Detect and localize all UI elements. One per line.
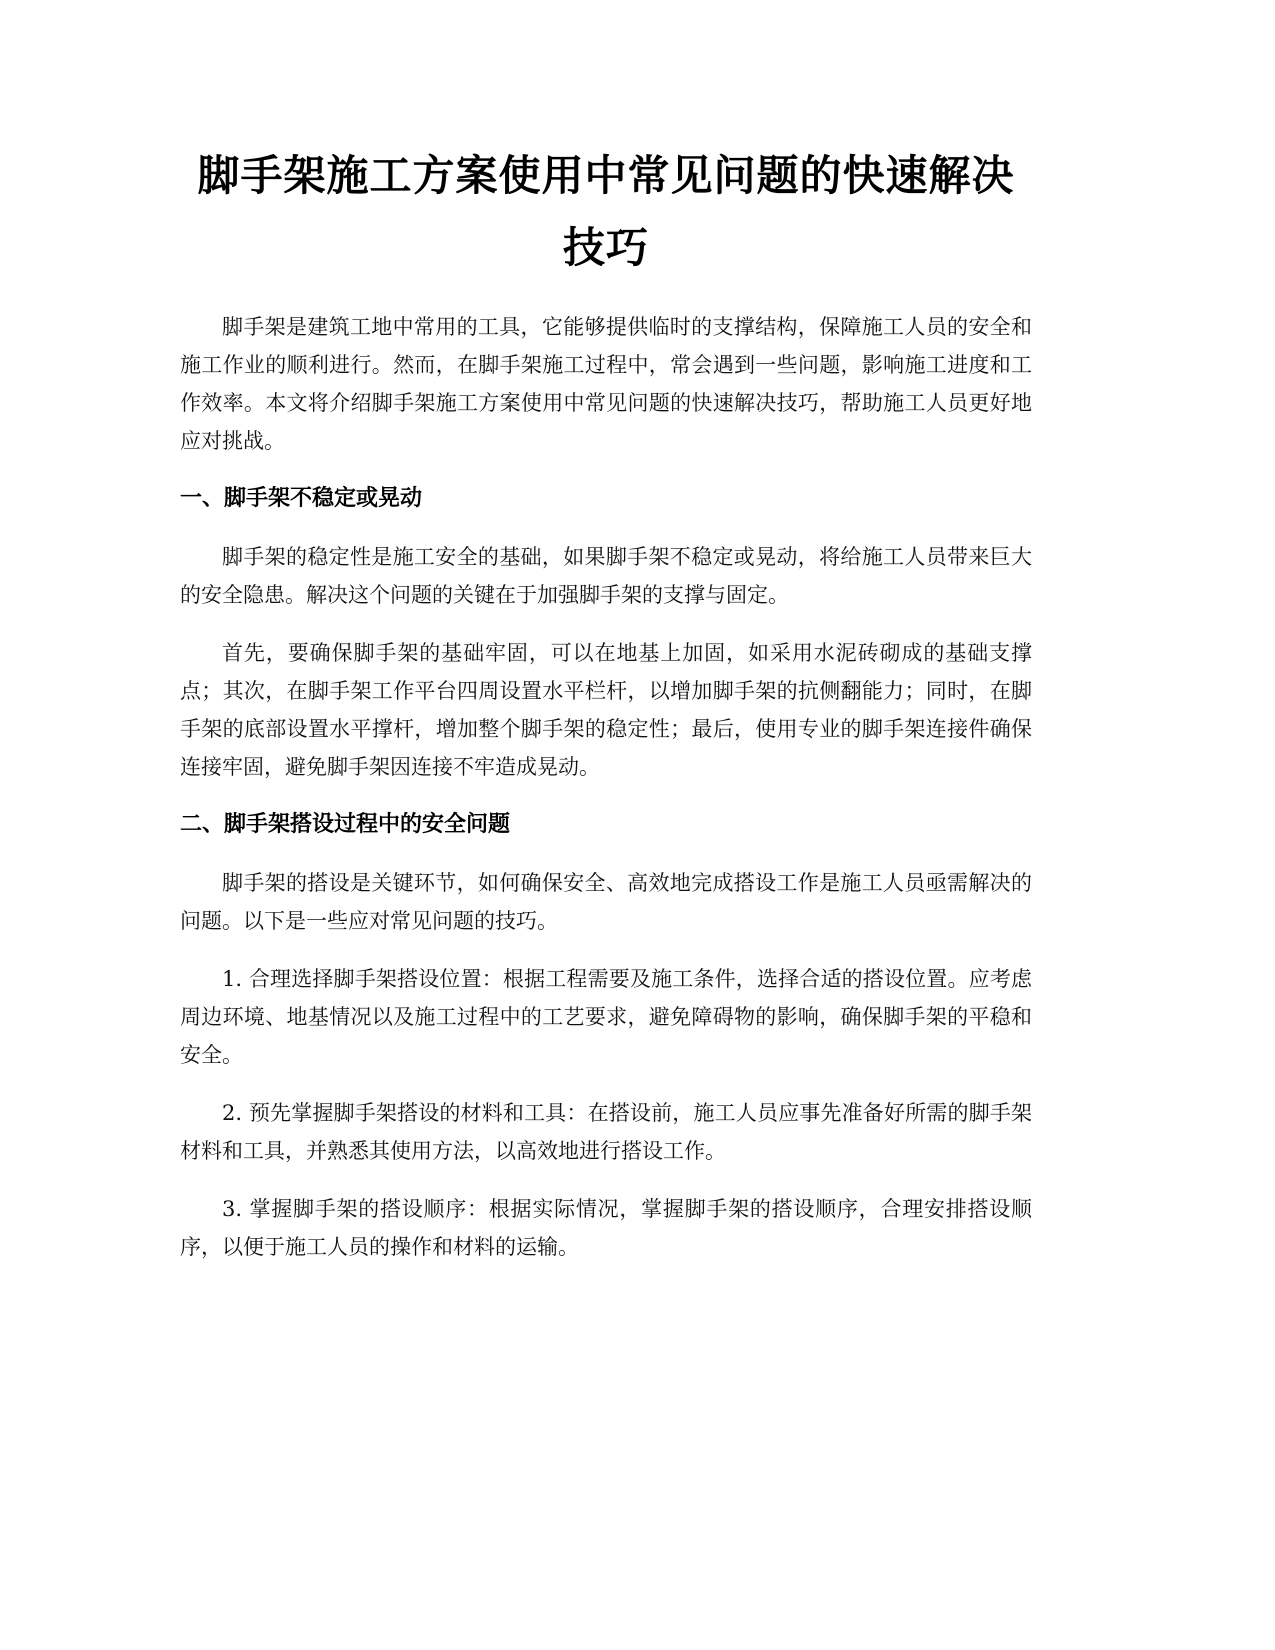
section-heading-2: 二、脚手架搭设过程中的安全问题 xyxy=(180,812,511,837)
section-1-paragraph-2: 首先，要确保脚手架的基础牢固，可以在地基上加固，如采用水泥砖砌成的基础支撑点；其次，在脚手架工作平台四周设置水平栏杆，以增加脚手架的抗侧翻能力；同时，在脚手架的底部设置水平撑杆，增加整个脚手架的稳定性；最后，使用专业的脚手架连接件确保连接牢固，避免脚手架因连接不牢造成晃动。 xyxy=(180,641,1032,779)
list-item-3: 3. 掌握脚手架的搭设顺序：根据实际情况，掌握脚手架的搭设顺序，合理安排搭设顺序，以便于施工人员的操作和材料的运输。 xyxy=(180,1197,1032,1259)
section-heading-1: 一、脚手架不稳定或晃动 xyxy=(180,486,423,511)
document-title: 脚手架施工方案使用中常见问题的快速解决技巧 xyxy=(197,151,1015,272)
list-item-1: 1. 合理选择脚手架搭设位置：根据工程需要及施工条件，选择合适的搭设位置。应考虑周边环境、地基情况以及施工过程中的工艺要求，避免障碍物的影响，确保脚手架的平稳和安全。 xyxy=(180,967,1032,1067)
section-1-paragraph-1: 脚手架的稳定性是施工安全的基础，如果脚手架不稳定或晃动，将给施工人员带来巨大的安全隐患。解决这个问题的关键在于加强脚手架的支撑与固定。 xyxy=(180,545,1032,607)
list-item-2: 2. 预先掌握脚手架搭设的材料和工具：在搭设前，施工人员应事先准备好所需的脚手架材料和工具，并熟悉其使用方法，以高效地进行搭设工作。 xyxy=(180,1101,1032,1163)
intro-paragraph: 脚手架是建筑工地中常用的工具，它能够提供临时的支撑结构，保障施工人员的安全和施工作业的顺利进行。然而，在脚手架施工过程中，常会遇到一些问题，影响施工进度和工作效率。本文将介绍脚手架施工方案使用中常见问题的快速解决技巧，帮助施工人员更好地应对挑战。 xyxy=(180,315,1032,453)
document-page xyxy=(180,140,1032,1266)
section-2-paragraph-1: 脚手架的搭设是关键环节，如何确保安全、高效地完成搭设工作是施工人员亟需解决的问题。以下是一些应对常见问题的技巧。 xyxy=(180,871,1032,933)
